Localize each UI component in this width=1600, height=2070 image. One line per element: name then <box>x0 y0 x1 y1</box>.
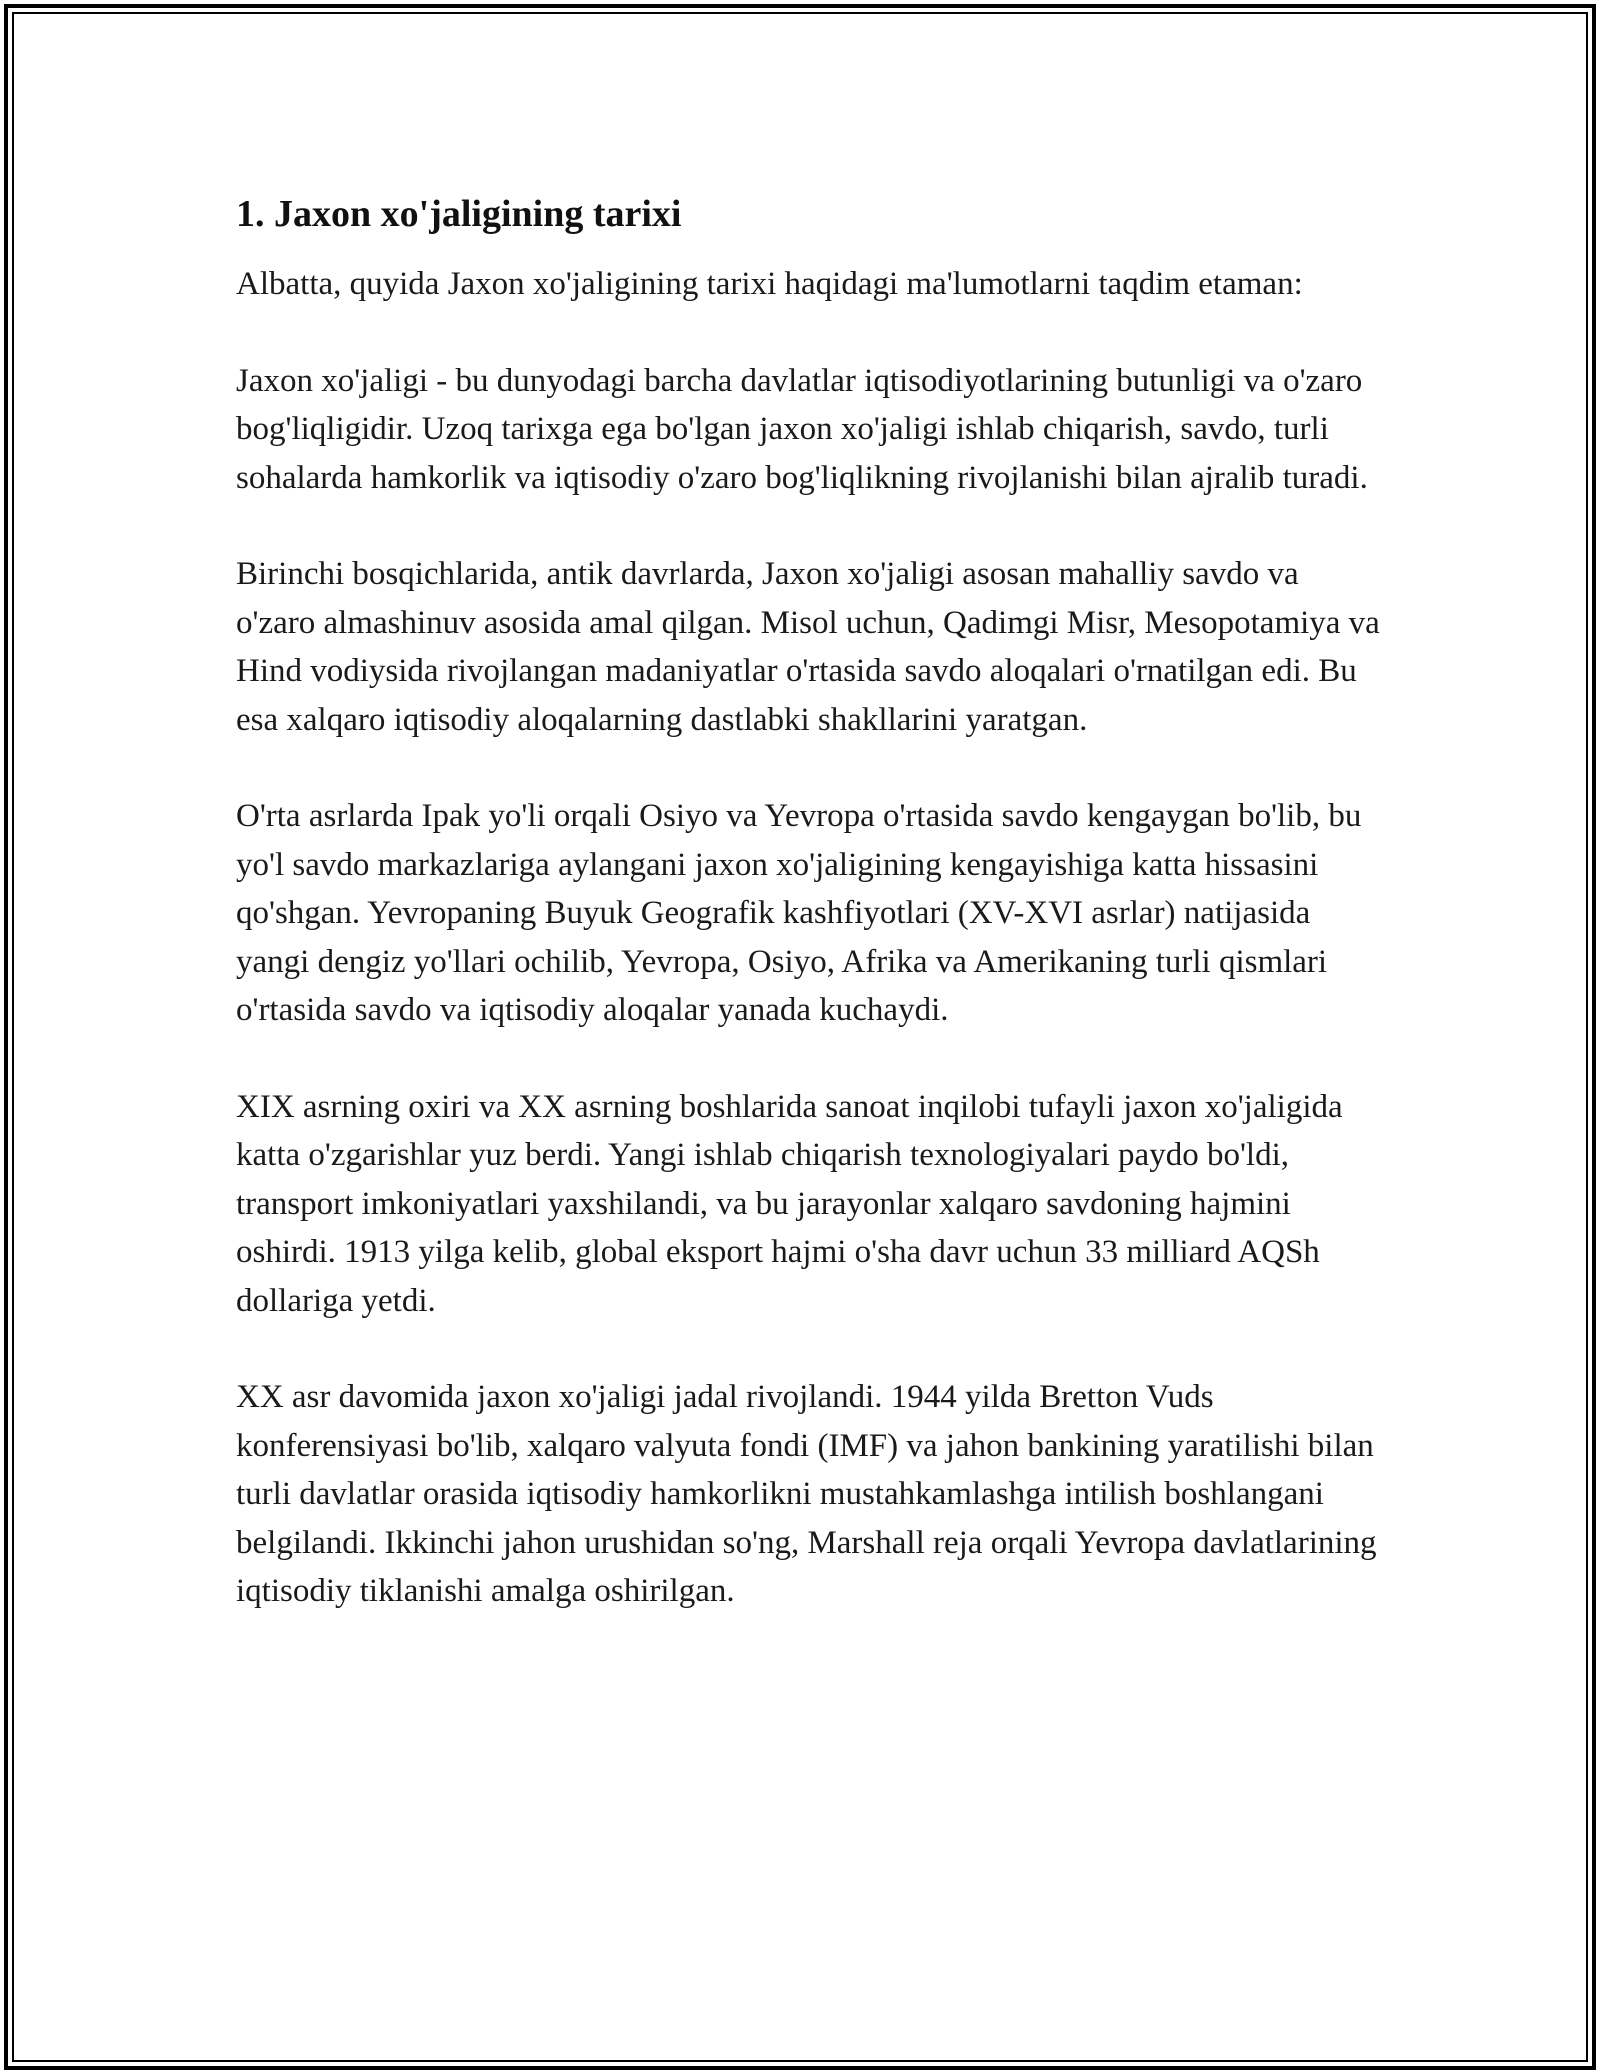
paragraph-definition: Jaxon xo'jaligi - bu dunyodagi barcha davlatlar iqtisodiyotlarining butunligi va o'zaro bog'liqligidir. Uzoq tarixga ega bo'lgan jaxon xo'jaligi ishlab chiqarish, savdo, turli sohalarda hamkorlik va iqtisodiy o'zaro bog'liqlikning rivojlanishi bilan ajralib turadi. <box>236 362 1368 496</box>
paragraph-middle-ages: O'rta asrlarda Ipak yo'li orqali Osiyo va Yevropa o'rtasida savdo kengaygan bo'lib, bu yo'l savdo markazlariga aylangani jaxon xo'jaligining kengayishiga katta hissasini qo'shgan. Yevropaning Buyuk Geografik kashfiyotlari (XV-XVI asrlar) natijasida yangi dengiz yo'llari ochilib, Yevropa, Osiyo, Afrika va Amerikaning turli qismlari o'rtasida savdo va iqtisodiy aloqalar yanada kuchaydi. <box>236 798 1362 1028</box>
document-body <box>236 190 1386 1616</box>
page-title: 1. Jaxon xo'jaligining tarixi <box>236 193 682 235</box>
paragraph-intro: Albatta, quyida Jaxon xo'jaligining tarixi haqidagi ma'lumotlarni taqdim etaman: <box>236 266 1303 302</box>
paragraph-twentieth-century: XX asr davomida jaxon xo'jaligi jadal rivojlandi. 1944 yilda Bretton Vuds konferensiyasi bo'lib, xalqaro valyuta fondi (IMF) va jahon bankining yaratilishi bilan turli davlatlar orasida iqtisodiy hamkorlikni mustahkamlashga intilish boshlangani belgilandi. Ikkinchi jahon urushidan so'ng, Marshall reja orqali Yevropa davlatlarining iqtisodiy tiklanishi amalga oshirilgan. <box>236 1379 1377 1609</box>
paragraph-antiquity: Birinchi bosqichlarida, antik davrlarda, Jaxon xo'jaligi asosan mahalliy savdo va o'zaro almashinuv asosida amal qilgan. Misol uchun, Qadimgi Misr, Mesopotamiya va Hind vodiysida rivojlangan madaniyatlar o'rtasida savdo aloqalari o'rnatilgan edi. Bu esa xalqaro iqtisodiy aloqalarning dastlabki shakllarini yaratgan. <box>236 556 1380 738</box>
paragraph-industrial-revolution: XIX asrning oxiri va XX asrning boshlarida sanoat inqilobi tufayli jaxon xo'jaligida katta o'zgarishlar yuz berdi. Yangi ishlab chiqarish texnologiyalari paydo bo'ldi, transport imkoniyatlari yaxshilandi, va bu jarayonlar xalqaro savdoning hajmini oshirdi. 1913 yilga kelib, global eksport hajmi o'sha davr uchun 33 milliard AQSh dollariga yetdi. <box>236 1088 1343 1319</box>
